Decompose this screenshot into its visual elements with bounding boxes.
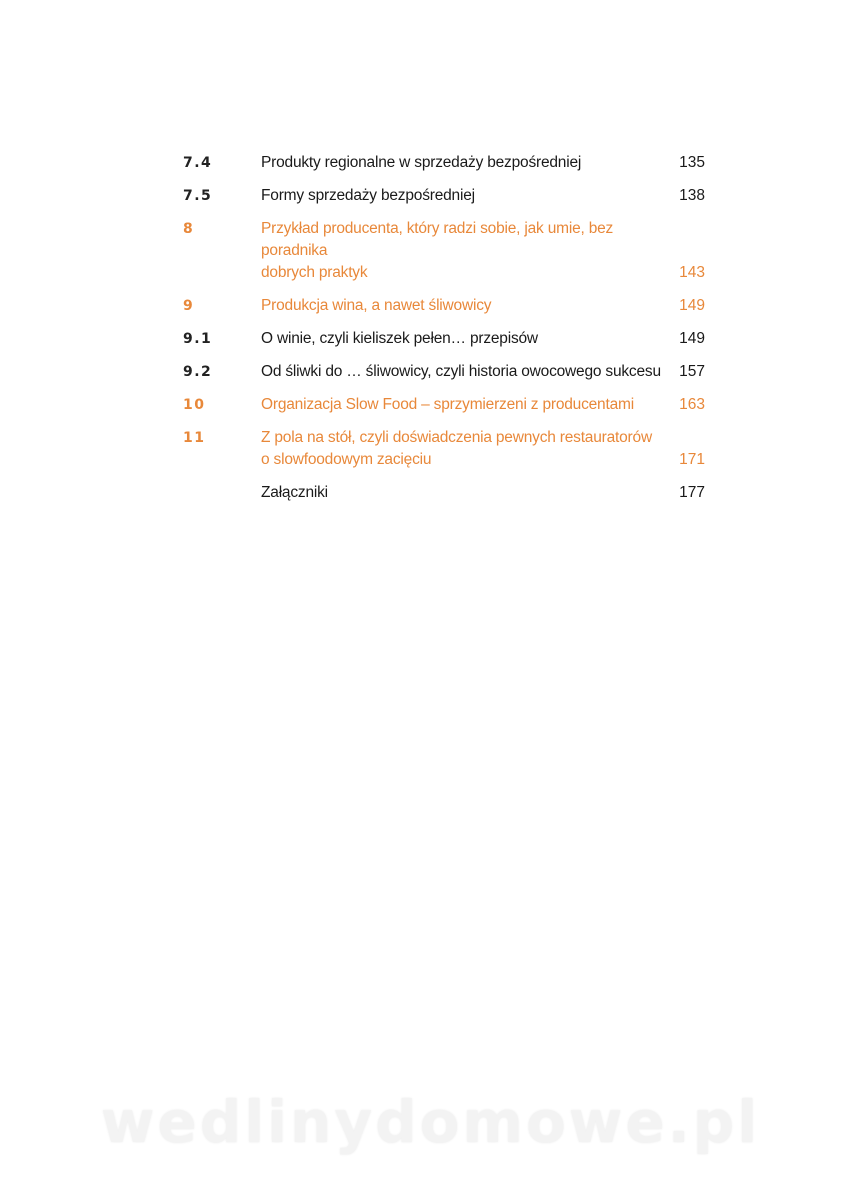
toc-entry-number: 9 xyxy=(183,298,195,314)
toc-entry xyxy=(183,185,705,207)
toc-entry-title xyxy=(261,185,661,207)
toc-entry-number: 7.5 xyxy=(183,188,213,204)
toc-entry-page: 177 xyxy=(679,484,705,501)
toc-entry xyxy=(183,361,705,383)
toc-entry-page: 149 xyxy=(679,330,705,347)
toc-entry-number: 9.2 xyxy=(183,364,213,380)
toc-entry-title-line: dobrych praktyk xyxy=(261,264,368,281)
toc-entry-title xyxy=(261,218,661,284)
toc-entry-title xyxy=(261,482,661,504)
toc-entry-page: 138 xyxy=(679,187,705,204)
toc-entry-title xyxy=(261,295,661,317)
toc-entry-title-line: Organizacja Slow Food – sprzymierzeni z producentami xyxy=(261,396,634,413)
toc-entry-title xyxy=(261,361,661,383)
toc-entry xyxy=(183,295,705,317)
toc-entry xyxy=(183,394,705,416)
toc-entry-number: 11 xyxy=(183,430,206,446)
toc-entry-number: 9.1 xyxy=(183,331,213,347)
toc-entry-number: 10 xyxy=(183,397,206,413)
toc-entry-page: 171 xyxy=(679,451,705,468)
toc-entry xyxy=(183,218,705,284)
toc-entry-page: 163 xyxy=(679,396,705,413)
toc-entry-title xyxy=(261,427,661,471)
toc-entry xyxy=(183,482,705,504)
watermark: wedlinydomowe.pl xyxy=(100,1088,761,1156)
toc-entry-title xyxy=(261,394,661,416)
toc-entry xyxy=(183,328,705,350)
toc-entry-title-line: Produkcja wina, a nawet śliwowicy xyxy=(261,297,492,314)
toc-entry-title-line: Załączniki xyxy=(261,484,328,501)
toc-entry-title-line: Z pola na stół, czyli doświadczenia pewnych restauratorów xyxy=(261,429,652,446)
toc-entry-title xyxy=(261,152,661,174)
toc-entry-title-line: Przykład producenta, który radzi sobie, jak umie, bez poradnika xyxy=(261,220,614,259)
toc-entry-page: 157 xyxy=(679,363,705,380)
toc-entry xyxy=(183,152,705,174)
toc-entry-title-line: o slowfoodowym zacięciu xyxy=(261,451,432,468)
toc-entry-title-line: Formy sprzedaży bezpośredniej xyxy=(261,187,475,204)
toc-entry-title-line: Produkty regionalne w sprzedaży bezpośredniej xyxy=(261,154,582,171)
toc-entry-page: 149 xyxy=(679,297,705,314)
toc-entry-title xyxy=(261,328,661,350)
toc-entry-title-line: Od śliwki do … śliwowicy, czyli historia owocowego sukcesu xyxy=(261,363,661,380)
toc-entry-number: 8 xyxy=(183,221,195,237)
table-of-contents xyxy=(183,152,705,515)
toc-entry-number: 7.4 xyxy=(183,155,213,171)
toc-entry xyxy=(183,427,705,471)
toc-entry-page: 135 xyxy=(679,154,705,171)
toc-entry-title-line: O winie, czyli kieliszek pełen… przepisów xyxy=(261,330,538,347)
toc-entry-page: 143 xyxy=(679,264,705,281)
